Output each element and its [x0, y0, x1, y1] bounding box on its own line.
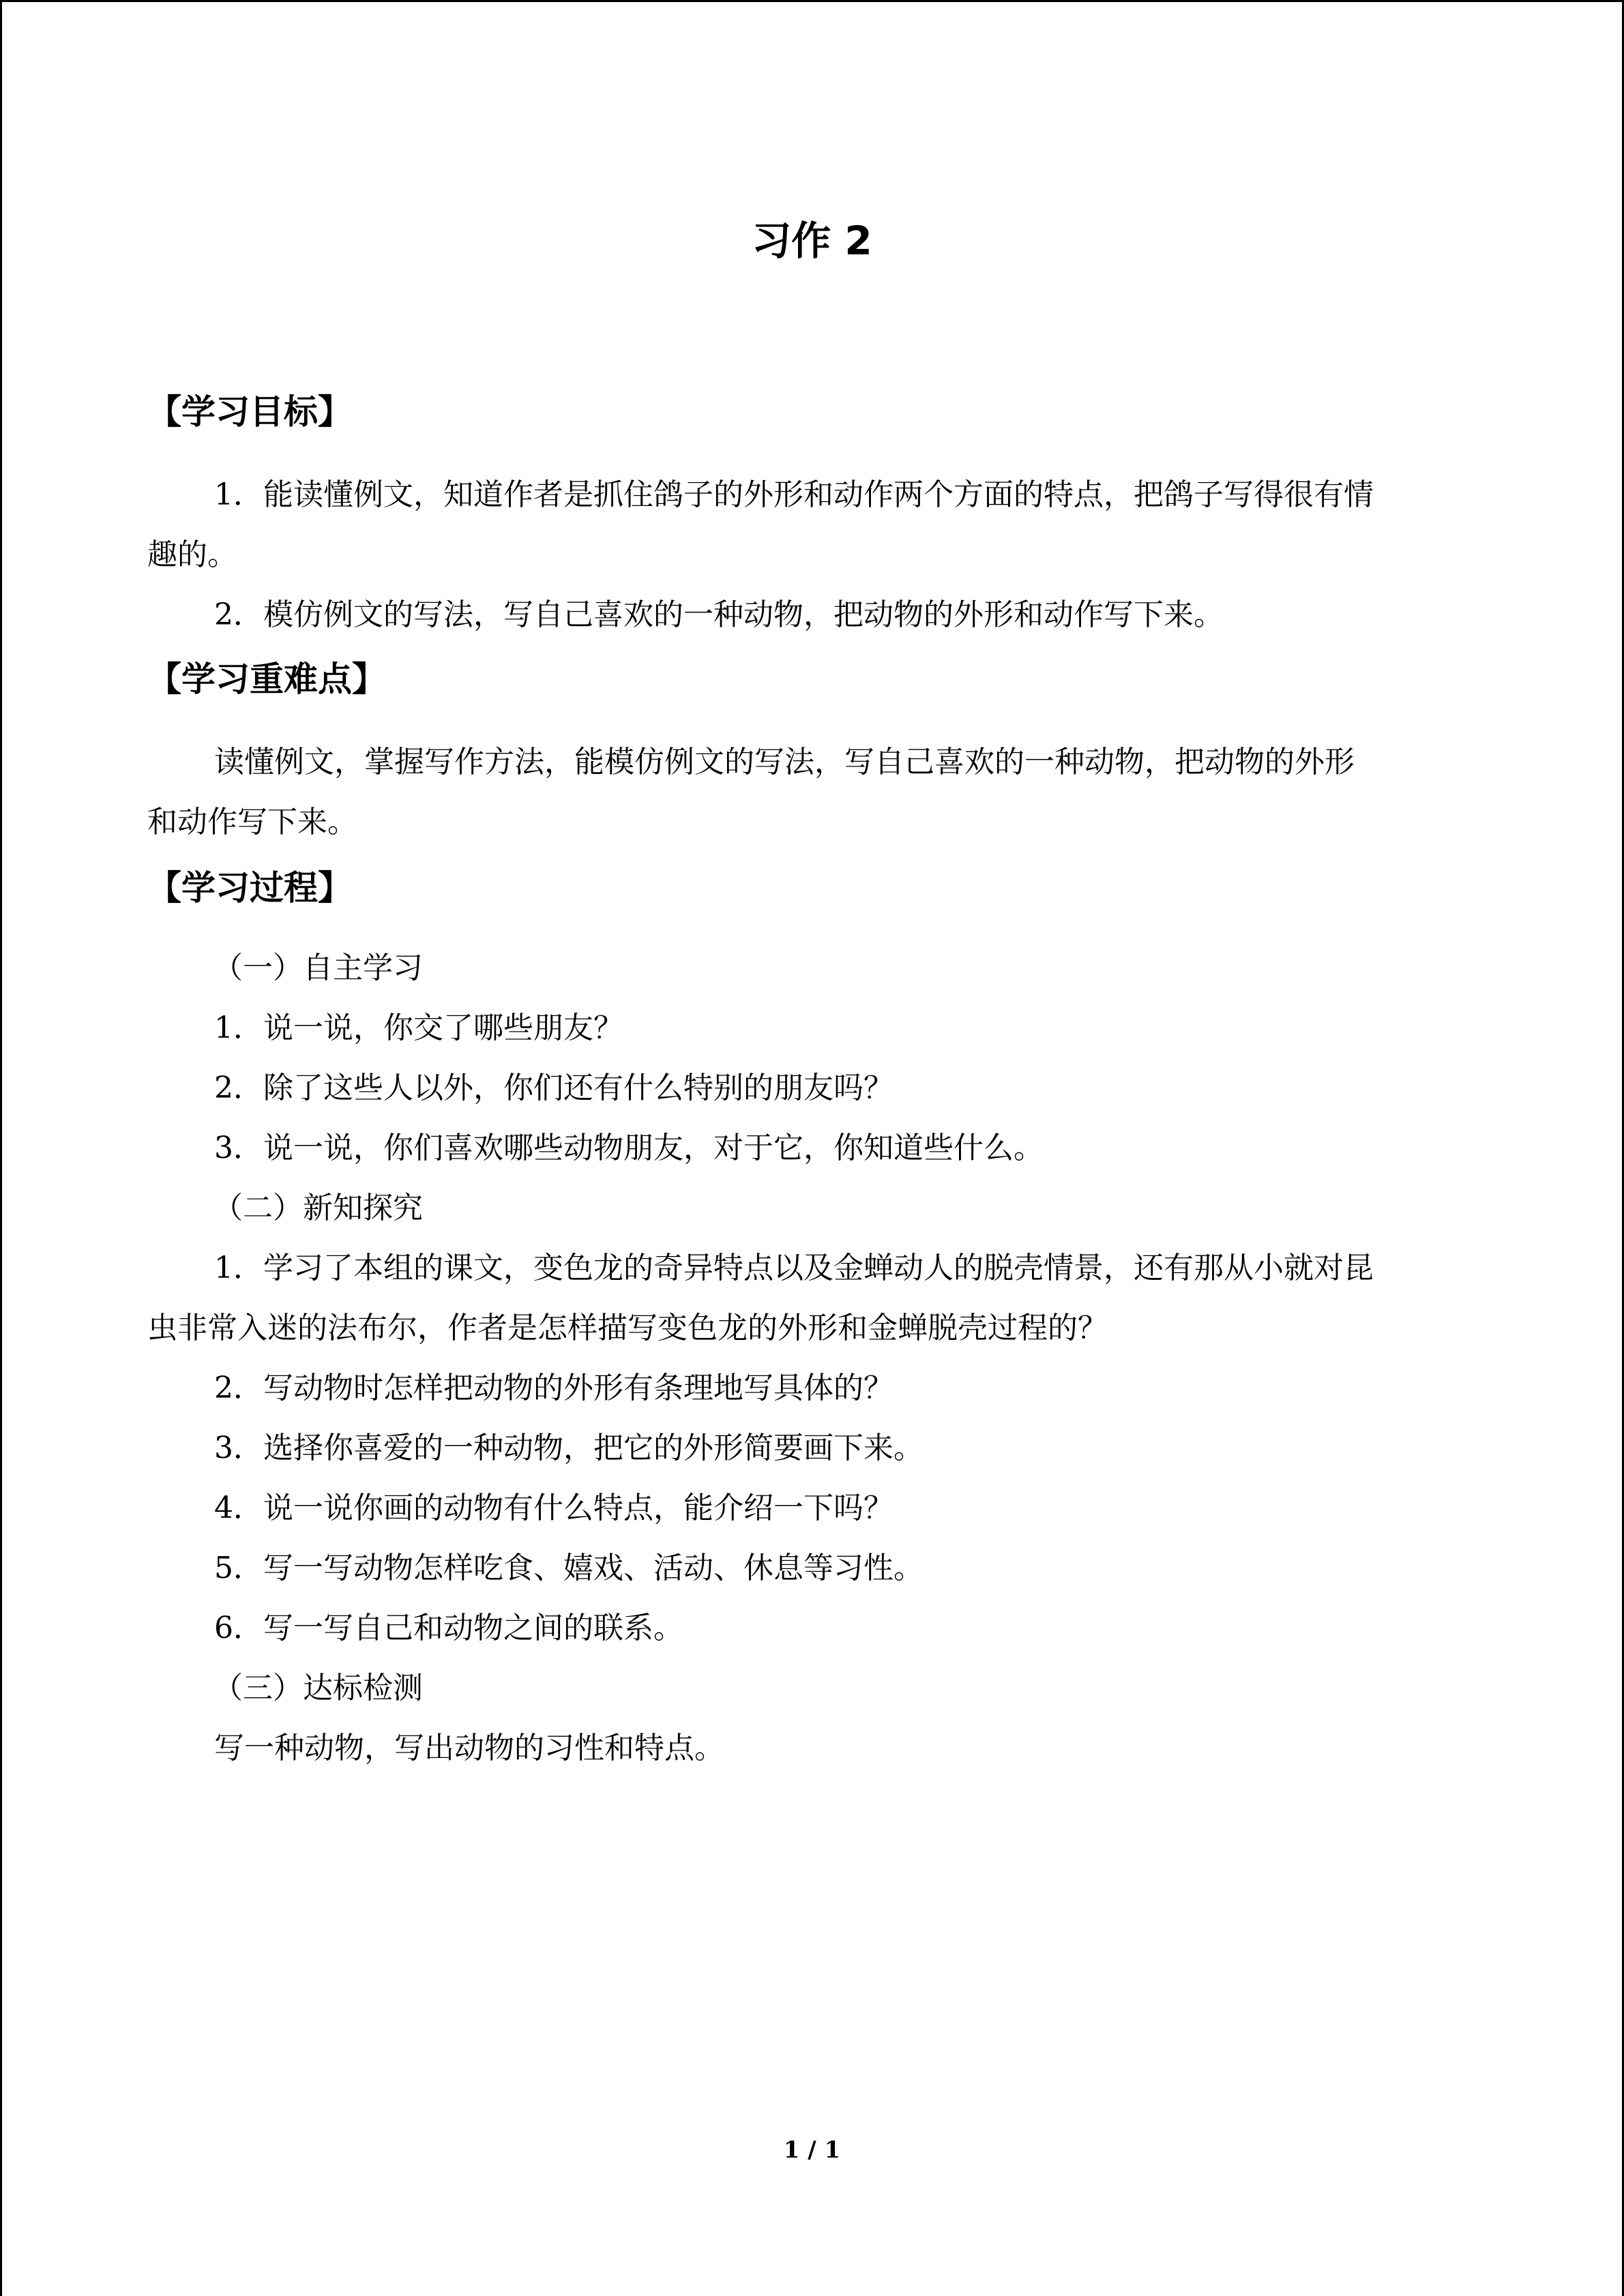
- part-2-item-1-line-2: 虫非常入迷的法布尔，作者是怎样描写变色龙的外形和金蝉脱壳过程的？: [147, 1311, 1108, 1345]
- part-2-item-2: 2．写动物时怎样把动物的外形有条理地写具体的？: [214, 1371, 894, 1405]
- part-1-label: （一）自主学习: [213, 951, 423, 985]
- part-1-item-2: 2．除了这些人以外，你们还有什么特别的朋友吗？: [214, 1071, 894, 1105]
- part-3-item: 写一种动物，写出动物的习性和特点。: [214, 1731, 724, 1765]
- page-number: 1 / 1: [783, 2136, 841, 2164]
- heading-key-points: 【学习重难点】: [147, 659, 386, 699]
- document-title: 习作 2: [752, 218, 872, 264]
- part-2-item-4: 4．说一说你画的动物有什么特点，能介绍一下吗？: [214, 1491, 894, 1525]
- heading-learning-objectives: 【学习目标】: [147, 392, 352, 432]
- part-2-item-5: 5．写一写动物怎样吃食、嬉戏、活动、休息等习性。: [214, 1551, 924, 1585]
- objective-1-line-1: 1．能读懂例文，知道作者是抓住鸽子的外形和动作两个方面的特点，把鸽子写得很有情: [214, 477, 1374, 512]
- key-points-line-1: 读懂例文，掌握写作方法，能模仿例文的写法，写自己喜欢的一种动物，把动物的外形: [214, 745, 1355, 779]
- part-3-label: （三）达标检测: [213, 1671, 423, 1705]
- part-2-label: （二）新知探究: [213, 1191, 423, 1225]
- part-2-item-3: 3．选择你喜爱的一种动物，把它的外形简要画下来。: [214, 1431, 924, 1465]
- key-points-line-2: 和动作写下来。: [147, 805, 357, 839]
- objective-1-line-2: 趣的。: [147, 537, 237, 572]
- part-1-item-1: 1．说一说，你交了哪些朋友？: [214, 1011, 623, 1045]
- part-2-item-6: 6．写一写自己和动物之间的联系。: [214, 1611, 683, 1645]
- part-1-item-3: 3．说一说，你们喜欢哪些动物朋友，对于它，你知道些什么。: [214, 1131, 1044, 1165]
- heading-learning-process: 【学习过程】: [147, 868, 352, 908]
- objective-2: 2．模仿例文的写法，写自己喜欢的一种动物，把动物的外形和动作写下来。: [214, 597, 1224, 632]
- part-2-item-1-line-1: 1．学习了本组的课文，变色龙的奇异特点以及金蝉动人的脱壳情景，还有那从小就对昆: [214, 1251, 1374, 1285]
